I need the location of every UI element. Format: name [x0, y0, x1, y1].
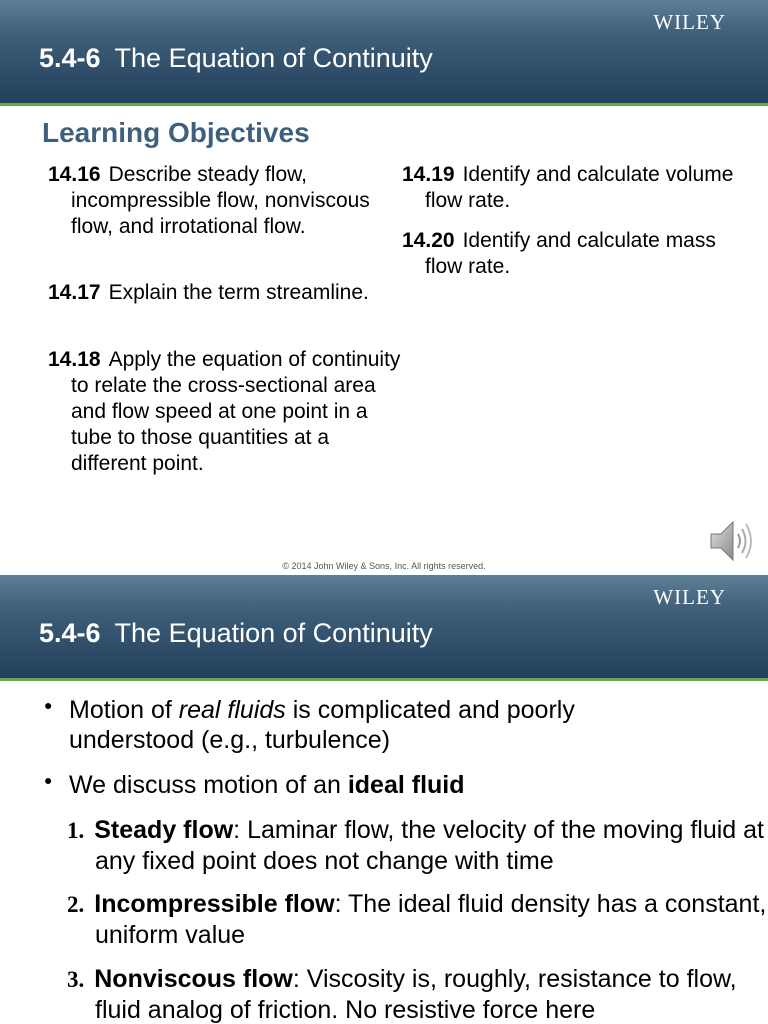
- speaker-icon[interactable]: [707, 518, 757, 564]
- objective-code: 14.17: [48, 281, 101, 304]
- slide-ideal-fluid: [0, 575, 768, 1024]
- wiley-logo: WILEY: [653, 10, 726, 34]
- objective-item: [48, 162, 391, 240]
- title-text: The Equation of Continuity: [114, 618, 433, 648]
- item-term: Steady flow: [94, 816, 234, 844]
- slide-header: [0, 0, 768, 103]
- header-accent-line: [0, 678, 768, 681]
- section-number: 5.4-6: [39, 43, 101, 73]
- objective-text: Identify and calculate mass flow rate.: [425, 229, 716, 278]
- section-number: 5.4-6: [39, 618, 101, 648]
- bullet-text: is complicated and poorly understood (e.g., turbulence): [69, 696, 575, 754]
- item-text: : Viscosity is, roughly, resistance to flow, fluid analog of friction. No resistive force here: [95, 965, 737, 1024]
- objective-text: Describe steady flow, incompressible flow, nonviscous flow, and irrotational flow.: [71, 163, 370, 238]
- slide-header: [0, 575, 768, 678]
- item-term: Incompressible flow: [94, 890, 335, 918]
- numbered-item-incompressible-flow: [67, 889, 768, 950]
- objective-item: [402, 228, 745, 280]
- slide-title: [39, 43, 433, 74]
- title-text: The Equation of Continuity: [114, 43, 433, 73]
- objective-code: 14.20: [402, 229, 455, 252]
- item-text: : The ideal fluid density has a constant, uniform value: [95, 890, 767, 949]
- numbered-item-nonviscous-flow: [67, 964, 768, 1024]
- slide-title: [39, 618, 433, 649]
- item-number: 2.: [67, 892, 85, 917]
- objective-code: 14.16: [48, 163, 101, 186]
- objective-item: [48, 280, 391, 306]
- item-number: 3.: [67, 967, 85, 992]
- item-number: 1.: [67, 818, 85, 843]
- bullet-emphasis: real fluids: [178, 696, 286, 724]
- numbered-item-steady-flow: [67, 815, 768, 876]
- learning-objectives-heading: Learning Objectives: [42, 117, 310, 148]
- objective-text: Identify and calculate volume flow rate.: [425, 163, 734, 212]
- bullet-strong: ideal fluid: [347, 771, 465, 799]
- objective-item: [48, 347, 401, 477]
- objective-text: Apply the equation of continuity to relate the cross-sectional area and flow speed at one point in a tube to those quantities at a different point.: [71, 348, 401, 475]
- bullet-dot: ●: [44, 772, 53, 788]
- objective-text: Explain the term streamline.: [108, 281, 369, 304]
- objective-code: 14.19: [402, 163, 455, 186]
- item-term: Nonviscous flow: [94, 965, 293, 993]
- objective-item: [402, 162, 745, 214]
- bullet-dot: ●: [44, 697, 53, 713]
- copyright-notice: © 2014 John Wiley & Sons, Inc. All rights reserved.: [282, 561, 486, 571]
- bullet-text: Motion of: [69, 696, 179, 724]
- wiley-logo: WILEY: [653, 585, 726, 609]
- bullet-text: We discuss motion of an: [69, 771, 348, 799]
- header-accent-line: [0, 103, 768, 106]
- objective-code: 14.18: [48, 348, 101, 371]
- item-text: : Laminar flow, the velocity of the moving fluid at any fixed point does not change with time: [95, 816, 764, 875]
- bullet-real-fluids: [69, 695, 669, 755]
- bullet-ideal-fluid: [69, 770, 669, 800]
